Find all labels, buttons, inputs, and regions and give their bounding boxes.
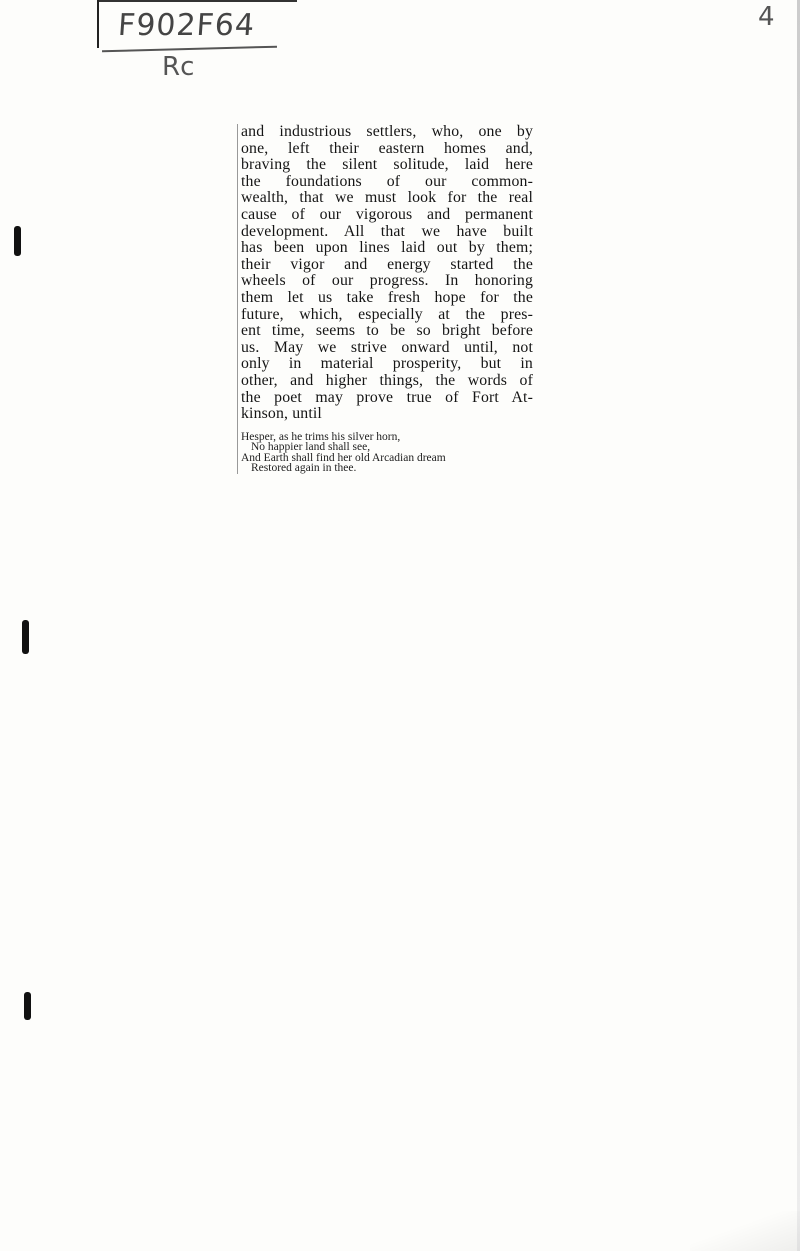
article-line: the poet may prove true of Fort At-: [241, 388, 533, 406]
article-line: them let us take fresh hope for the: [241, 288, 533, 306]
article-line: development. All that we have built: [241, 222, 533, 240]
article-line: the foundations of our common-: [241, 172, 533, 190]
binding-mark-bottom: [24, 992, 31, 1020]
article-line: only in material prosperity, but in: [241, 355, 533, 373]
scan-corner-shade: [690, 1211, 800, 1251]
handwritten-call-number-sub: Rc: [162, 52, 195, 82]
article-paragraph: [241, 124, 533, 423]
article-line: braving the silent solitude, laid here: [241, 156, 533, 174]
poem-line: And Earth shall find her old Arcadian dream: [241, 451, 446, 464]
article-line: ent time, seems to be so bright before: [241, 322, 533, 340]
newspaper-clipping: [237, 124, 533, 474]
binding-mark-top: [14, 226, 21, 256]
poem-line: Hesper, as he trims his silver horn,: [241, 430, 401, 443]
article-line: us. May we strive onward until, not: [241, 338, 533, 356]
article-line: wealth, that we must look for the real: [241, 189, 533, 207]
article-line: other, and higher things, the words of: [241, 371, 533, 389]
poem-quotation: [241, 432, 533, 474]
scan-frame-top: [97, 0, 297, 2]
scan-frame-left: [97, 0, 99, 48]
article-line: their vigor and energy started the: [241, 255, 533, 273]
article-line: wheels of our progress. In honoring: [241, 272, 533, 290]
article-line: future, which, especially at the pres-: [241, 305, 533, 323]
article-line: one, left their eastern homes and,: [241, 139, 533, 157]
handwritten-page-number: 4: [758, 2, 775, 32]
article-line: and industrious settlers, who, one by: [241, 123, 533, 140]
poem-line: Restored again in thee.: [251, 462, 357, 475]
article-line: kinson, until: [241, 405, 322, 423]
article-line: has been upon lines laid out by them;: [241, 239, 533, 257]
article-line: cause of our vigorous and permanent: [241, 205, 533, 223]
binding-mark-middle: [22, 620, 29, 654]
handwritten-call-number: F902F64: [116, 8, 257, 43]
poem-line: No happier land shall see,: [251, 441, 371, 454]
